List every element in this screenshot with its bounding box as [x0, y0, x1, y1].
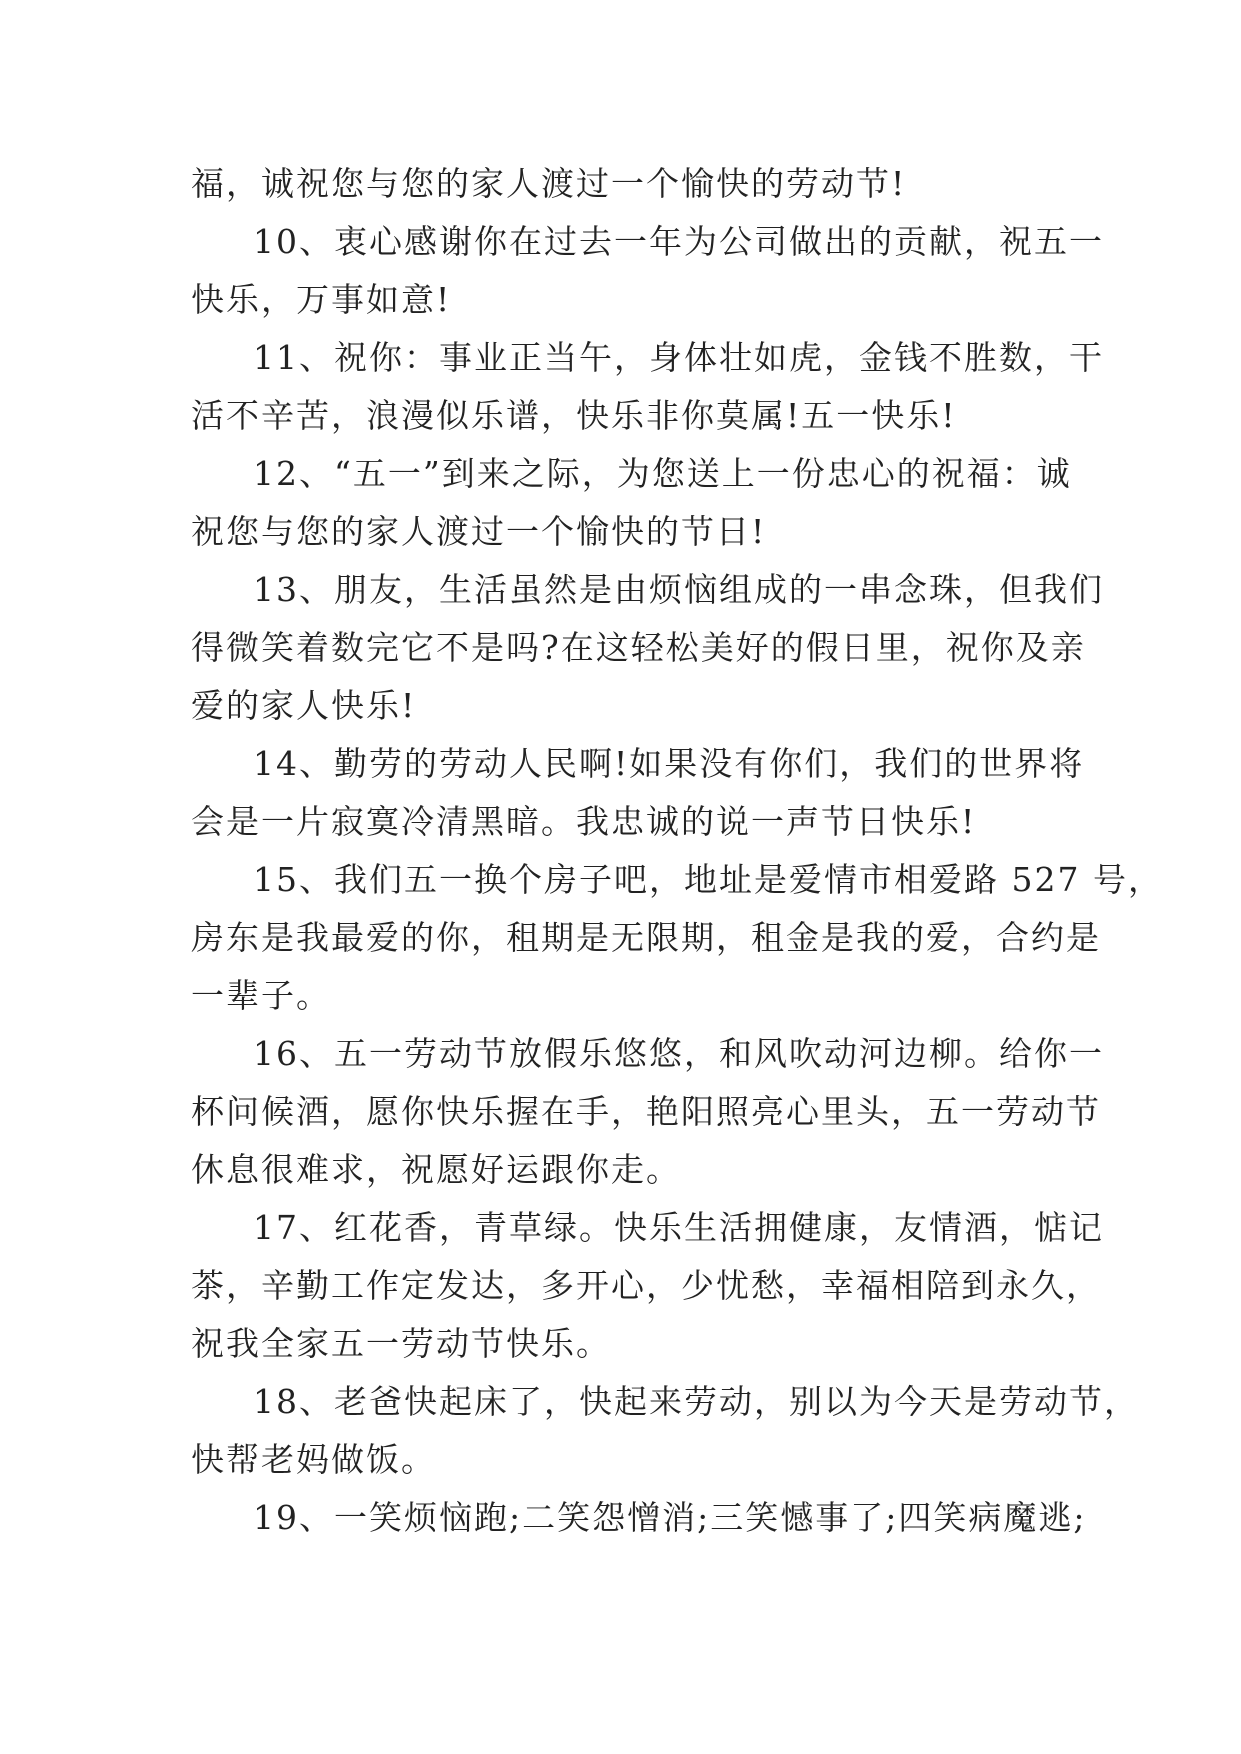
text-line: 快帮老妈做饭。	[191, 1440, 436, 1479]
text-line: 活不辛苦，浪漫似乐谱，快乐非你莫属!五一快乐!	[191, 396, 957, 435]
text-line: 14、勤劳的劳动人民啊!如果没有你们，我们的世界将	[253, 744, 1085, 783]
text-line: 一辈子。	[191, 976, 331, 1015]
text-line: 13、朋友，生活虽然是由烦恼组成的一串念珠，但我们	[253, 570, 1104, 609]
paragraph-16	[191, 1025, 1104, 1199]
text-line: 12、“五一”到来之际，为您送上一份忠心的祝福：诚	[253, 454, 1072, 493]
text-line: 会是一片寂寞冷清黑暗。我忠诚的说一声节日快乐!	[191, 802, 977, 841]
text-line: 10、衷心感谢你在过去一年为公司做出的贡献，祝五一	[253, 222, 1104, 261]
text-line: 祝我全家五一劳动节快乐。	[191, 1324, 611, 1363]
text-line: 11、祝你：事业正当午，身体壮如虎，金钱不胜数，干	[253, 338, 1104, 377]
text-line: 16、五一劳动节放假乐悠悠，和风吹动河边柳。给你一	[253, 1034, 1104, 1073]
paragraph-11	[191, 329, 1104, 445]
text-line: 得微笑着数完它不是吗?在这轻松美好的假日里，祝你及亲	[191, 628, 1086, 667]
text-line: 休息很难求，祝愿好运跟你走。	[191, 1150, 681, 1189]
text-line: 18、老爸快起床了，快起来劳动，别以为今天是劳动节，	[253, 1382, 1139, 1421]
text-line: 茶，辛勤工作定发达，多开心，少忧愁，幸福相陪到永久，	[191, 1266, 1101, 1305]
paragraph-18	[191, 1373, 1139, 1489]
paragraph-12	[191, 445, 1072, 561]
text-line: 17、红花香，青草绿。快乐生活拥健康，友情酒，惦记	[253, 1208, 1104, 1247]
document-body	[191, 155, 1163, 1547]
paragraph-19	[191, 1489, 1087, 1547]
paragraph-14	[191, 735, 1085, 851]
paragraph-15	[191, 851, 1163, 1025]
paragraph-continuation	[191, 155, 1053, 213]
text-line: 15、我们五一换个房子吧，地址是爱情市相爱路 527 号，	[253, 860, 1163, 899]
text-line: 19、一笑烦恼跑;二笑怨憎消;三笑憾事了;四笑病魔逃;	[253, 1498, 1087, 1537]
paragraph-10	[191, 213, 1104, 329]
paragraph-17	[191, 1199, 1104, 1373]
text-line: 祝您与您的家人渡过一个愉快的节日!	[191, 512, 767, 551]
text-line: 福，诚祝您与您的家人渡过一个愉快的劳动节!	[191, 164, 907, 203]
paragraph-13	[191, 561, 1104, 735]
text-line: 房东是我最爱的你，租期是无限期，租金是我的爱，合约是	[191, 918, 1101, 957]
text-line: 爱的家人快乐!	[191, 686, 417, 725]
text-line: 快乐，万事如意!	[191, 280, 452, 319]
text-line: 杯问候酒，愿你快乐握在手，艳阳照亮心里头，五一劳动节	[191, 1092, 1101, 1131]
